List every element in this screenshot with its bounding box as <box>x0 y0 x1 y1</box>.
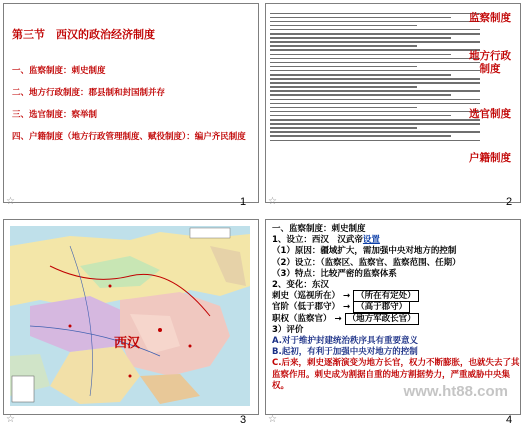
heading: 一、监察制度：刺史制度 <box>272 224 366 234</box>
arrow-right-icon: → <box>342 291 351 302</box>
slide-3-star-icon: ☆ <box>6 414 15 425</box>
slide-3-number: 3 <box>240 414 247 426</box>
slide-1-number: 1 <box>240 196 247 208</box>
western-han-map <box>10 226 250 406</box>
evaluation-a: A.对于维护封建统治秩序具有重要意义 <box>272 336 418 347</box>
slide-3[interactable] <box>3 219 259 415</box>
map-label-western-han: 西汉 <box>114 336 141 351</box>
slide-4[interactable] <box>265 219 521 415</box>
side-label-local-admin: 地方行政制度 <box>469 50 511 75</box>
slide-1-title: 第三节 西汉的政治经济制度 <box>12 28 155 41</box>
evaluation-c: C.后来，刺史逐渐演变为地方长官，权力不断膨胀，也就失去了其监察作用。刺史成为割据自重的地方割据势力，严重威胁中央集权。 <box>272 358 520 391</box>
slide-1[interactable] <box>3 3 259 203</box>
side-label-household: 户籍制度 <box>469 152 511 164</box>
comparison-row: 官阶（低于郡守） → （高于郡守） <box>272 302 520 313</box>
text-line: 3）评价 <box>272 324 304 335</box>
list-item: 四、户籍制度（地方行政管理制度、赋役制度）：编户齐民制度 <box>12 132 246 142</box>
comparison-row: 职权（监察官） → （地方军政长官） <box>272 314 520 325</box>
evaluation-b: B.起初，有利于加强中央对地方的控制 <box>272 347 418 358</box>
arrow-right-icon: → <box>342 302 351 313</box>
comparison-row: 刺史（巡视所在） → （所在有定处） <box>272 291 520 302</box>
slide-4-star-icon: ☆ <box>268 414 277 425</box>
side-label-official-selection: 选官制度 <box>469 108 511 120</box>
side-label-supervision: 监察制度 <box>469 12 511 24</box>
text-line: 2、变化：东汉 <box>272 280 329 291</box>
text-line: （2）设立：（监察区、监察官、监察范围、任期） <box>272 257 461 268</box>
slide-4-number: 4 <box>506 414 513 426</box>
watermark: www.ht88.com <box>403 383 508 400</box>
slide-4-content <box>272 224 520 392</box>
list-item: 一、监察制度：刺史制度 <box>12 66 106 76</box>
slide-2-number: 2 <box>506 196 513 208</box>
list-item: 三、选官制度：察举制 <box>12 110 98 120</box>
list-item: 二、地方行政制度：郡县制和封国制并存 <box>12 88 166 98</box>
slide-2[interactable] <box>265 3 521 203</box>
text-line: 1、设立：西汉 汉武帝设置 <box>272 235 380 246</box>
slide-2-text-block <box>270 10 480 196</box>
slide-1-list <box>12 66 248 154</box>
text-line: （3）特点：比较严密的监察体系 <box>272 268 397 279</box>
slide-1-star-icon: ☆ <box>6 196 15 207</box>
text-line: （1）原因：疆域扩大，需加强中央对地方的控制 <box>272 246 457 257</box>
slide-2-star-icon: ☆ <box>268 196 277 207</box>
arrow-right-icon: → <box>334 313 342 324</box>
